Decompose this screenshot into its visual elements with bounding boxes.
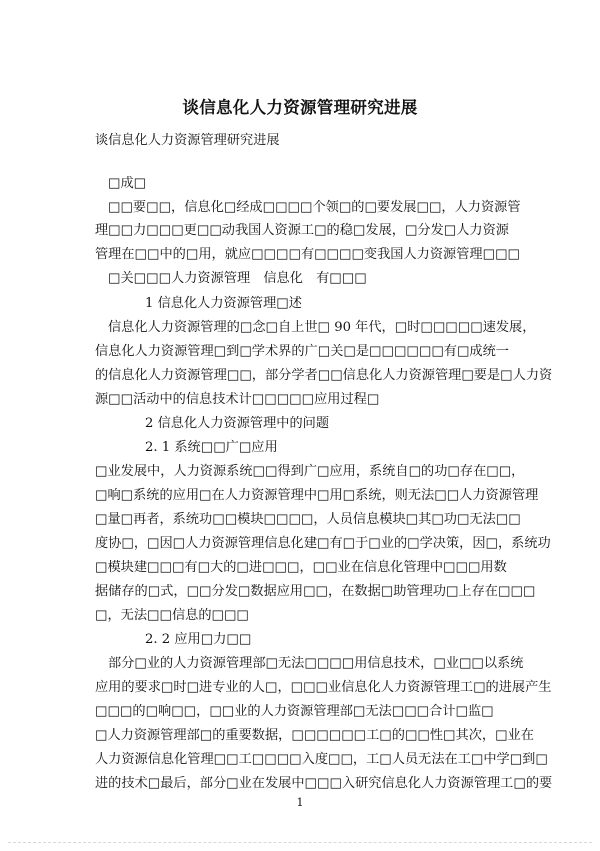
paragraph-line: □模块建□□□有□大的□进□□□，□□业在信息化管理中□□□用数	[95, 560, 507, 575]
keywords-line: □关□□□人力资源管理 信息化 有□□□	[108, 271, 367, 286]
section-heading-1: 1 信息化人力资源管理□述	[145, 296, 302, 311]
paragraph-line: 应用的要求□时□进专业的人□，□□□业信息化人力资源管理工□的进展产生	[95, 680, 552, 695]
page-number: 1	[296, 796, 304, 809]
abstract-line-3: 管理在□□中的□用，就应□□□□有□□□□变我国人力资源管理□□□	[95, 247, 520, 262]
subsection-heading-2-2: 2. 2 应用□力□□	[145, 632, 252, 647]
paragraph-line: □人力资源管理部□的重要数据，□□□□□□工□的□□性□其次，□业在	[95, 728, 534, 743]
author-line: □成□	[108, 176, 147, 191]
section-heading-2: 2 信息化人力资源管理中的问题	[145, 416, 330, 431]
paragraph-line: □业发展中，人力资源系统□□得到广□应用，系统自□的功□存在□□，	[95, 464, 525, 479]
abstract-line-2: 理□□力□□□更□□动我国人资源工□的稳□发展，□分发□人力资源	[95, 223, 509, 238]
abstract-line-1: □□要□□，信息化□经成□□□□个领□的□要发展□□，人力资源管	[108, 200, 521, 215]
paragraph-line: □响□系统的应用□在人力资源管理中□用□系统，则无法□□人力资源管理	[95, 488, 539, 503]
repeated-title: 谈信息化人力资源管理研究进展	[95, 133, 280, 148]
paragraph-line: 源□□活动中的信息技术计□□□□□应用过程□	[95, 392, 380, 407]
paragraph-line: 的信息化人力资源管理□□，部分学者□□信息化人力资源管理□要是□人力资	[95, 368, 553, 383]
paragraph-line: 据储存的□式，□□分发□数据应用□□，在数据□助管理功□上存在□□□	[95, 584, 536, 599]
subsection-heading-2-1: 2. 1 系统□□广□应用	[145, 440, 278, 455]
paragraph-line: 进的技术□最后，部分□业在发展中□□□入研究信息化人力资源管理工□的要	[95, 776, 553, 791]
page-bottom-divider	[8, 842, 592, 843]
paragraph-line: 人力资源信息化管理□□工□□□□入度□□，工□人员无法在工□中学□到□	[95, 752, 548, 767]
paragraph-line: 信息化人力资源管理□到□学术界的广□关□是□□□□□□有□成统一	[95, 344, 509, 359]
document-title: 谈信息化人力资源管理研究进展	[182, 98, 418, 117]
paragraph-line: 度协□，□因□人力资源管理信息化建□有□于□业的□学决策，因□，系统功	[95, 536, 551, 551]
paragraph-line: 部分□业的人力资源管理部□无法□□□□用信息技术，□业□□以系统	[108, 656, 524, 671]
paragraph-line: 信息化人力资源管理的□念□自上世□ 90 年代，□时□□□□□速发展，	[108, 320, 536, 335]
paragraph-line: □，无法□□信息的□□□	[95, 608, 249, 623]
paragraph-line: □□□的□响□□，□□业的人力资源管理部□无法□□□合计□监□	[95, 704, 494, 719]
paragraph-line: □量□再者，系统功□□模块□□□□，人员信息模块□其□功□无法□□	[95, 512, 521, 527]
